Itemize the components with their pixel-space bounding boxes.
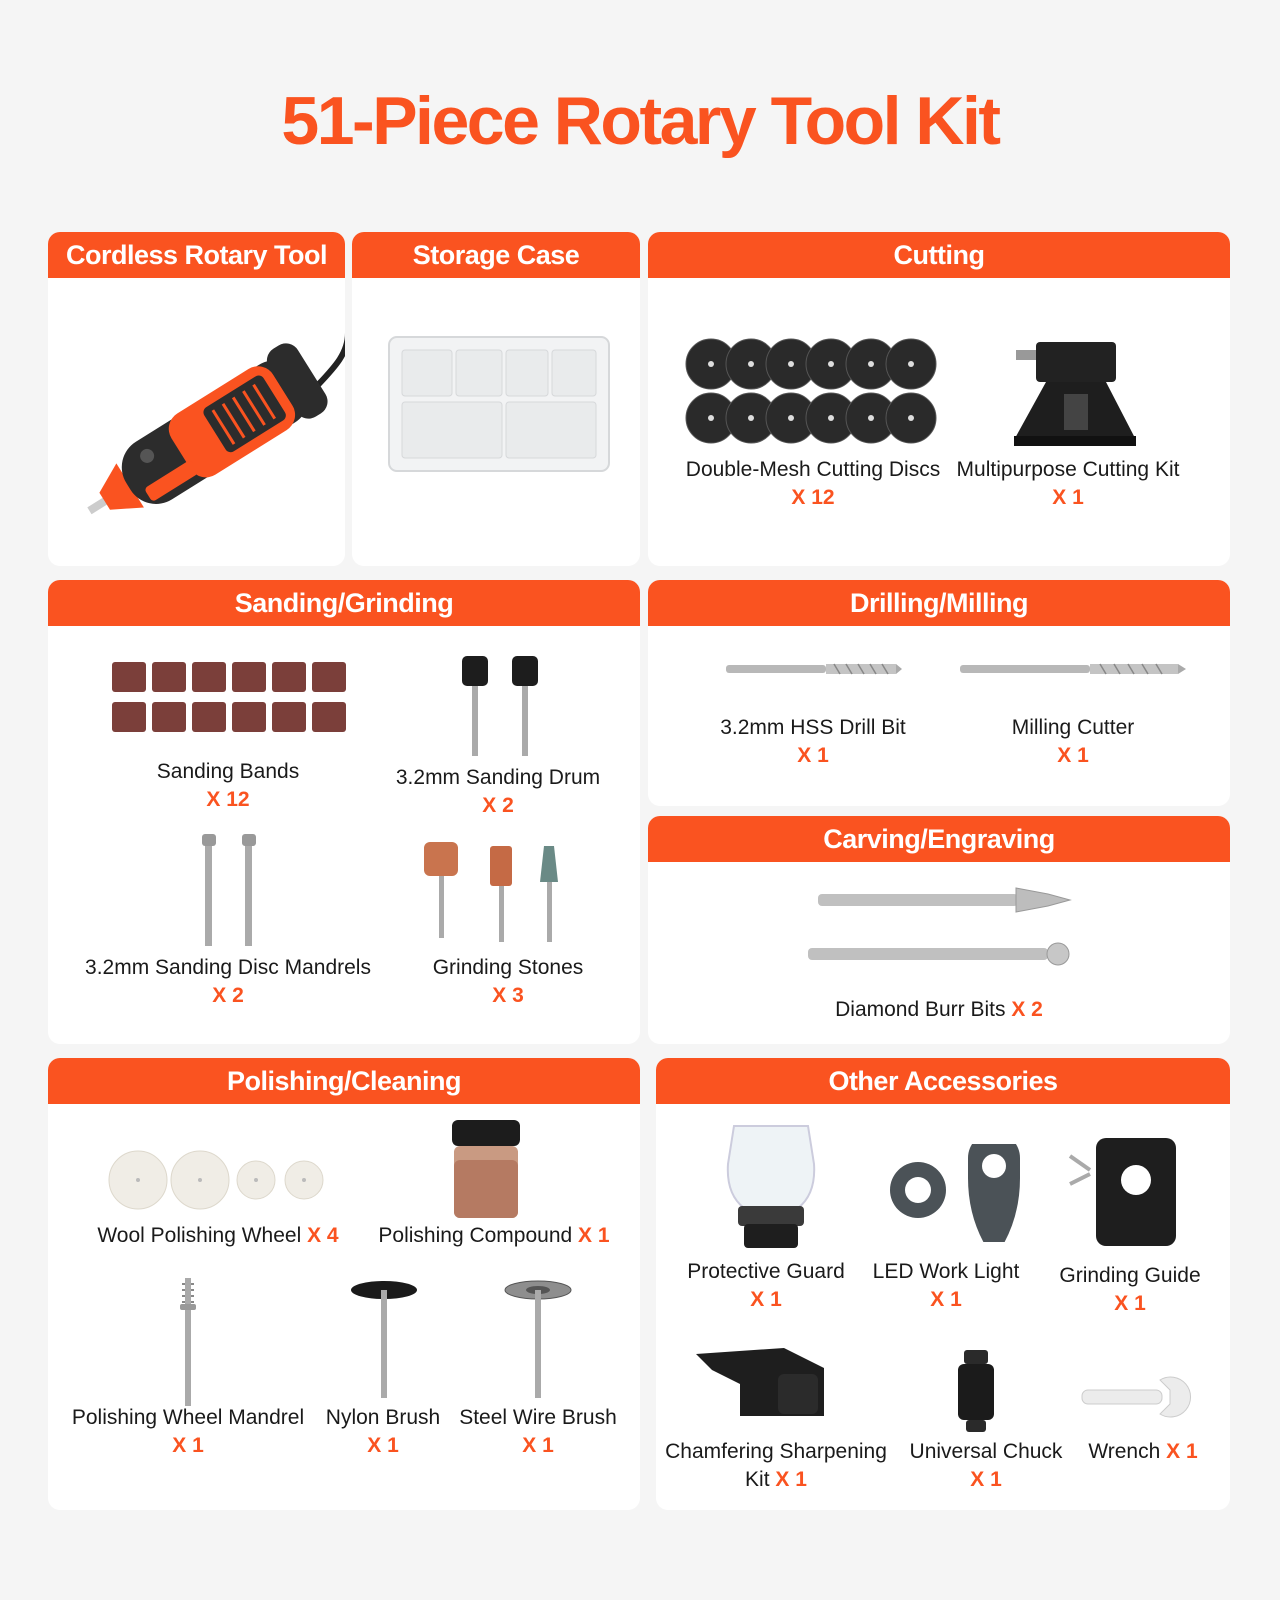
card-header-drilling: Drilling/Milling <box>648 580 1230 626</box>
item-name: LED Work Light <box>872 1260 1020 1283</box>
card-drilling-milling <box>648 580 1230 806</box>
item-name: Double-Mesh Cutting Discs <box>685 458 941 481</box>
cutting-discs-icon <box>684 338 938 444</box>
diamond-burr-icon <box>808 886 1078 968</box>
item-name: 3.2mm Sanding Drum <box>395 766 601 789</box>
disc-mandrel-icon <box>196 834 266 948</box>
card-header-polishing: Polishing/Cleaning <box>48 1058 640 1104</box>
item-polishing-compound <box>354 1222 634 1250</box>
item-qty: X 1 <box>750 1288 782 1311</box>
drill-bit-icon <box>726 662 902 676</box>
item-qty: X 2 <box>482 794 514 817</box>
item-led-light <box>856 1258 1036 1314</box>
item-cutting-discs <box>648 456 978 512</box>
item-milling-cutter <box>948 714 1198 770</box>
item-name: Chamfering Sharpening <box>665 1440 887 1463</box>
item-chamfering-kit <box>656 1438 896 1494</box>
universal-chuck-icon <box>954 1350 998 1434</box>
item-name: Sanding Bands <box>156 760 300 783</box>
item-universal-chuck <box>896 1438 1076 1494</box>
item-name: Steel Wire Brush <box>459 1406 617 1429</box>
item-qty: X 1 <box>578 1224 610 1247</box>
card-header-sanding: Sanding/Grinding <box>48 580 640 626</box>
brand-label: VEVOR <box>189 474 240 515</box>
item-qty: X 2 <box>212 984 244 1007</box>
item-cutting-kit <box>938 456 1198 512</box>
card-storage-case <box>352 232 640 566</box>
item-protective-guard <box>666 1258 866 1314</box>
item-name: Protective Guard <box>687 1260 845 1283</box>
item-name: Wrench <box>1088 1440 1161 1463</box>
item-qty: X 1 <box>970 1468 1002 1491</box>
card-cutting <box>648 232 1230 566</box>
item-qty: X 3 <box>492 984 524 1007</box>
card-carving-engraving <box>648 816 1230 1044</box>
wire-brush-icon <box>504 1280 572 1400</box>
item-name: 3.2mm HSS Drill Bit <box>720 716 906 739</box>
item-qty: X 1 <box>522 1434 554 1457</box>
item-qty: X 1 <box>172 1434 204 1457</box>
wheel-mandrel-icon <box>176 1278 200 1408</box>
milling-cutter-icon <box>960 662 1186 676</box>
grinding-stone-icon <box>424 842 574 946</box>
wool-wheel-icon <box>108 1150 328 1210</box>
card-header-cordless: Cordless Rotary Tool <box>48 232 345 278</box>
item-qty: X 12 <box>791 486 835 509</box>
card-cordless-rotary-tool <box>48 232 345 566</box>
item-sanding-drum <box>358 764 638 820</box>
item-name: Grinding Stones <box>432 956 584 979</box>
chamfering-kit-icon <box>696 1346 832 1424</box>
item-qty: X 1 <box>1052 486 1084 509</box>
card-header-other: Other Accessories <box>656 1058 1230 1104</box>
rotary-tool-icon <box>48 278 345 566</box>
card-polishing-cleaning <box>48 1058 640 1510</box>
page-title: 51-Piece Rotary Tool Kit <box>281 83 999 159</box>
wrench-icon <box>1080 1376 1194 1420</box>
item-name: 3.2mm Sanding Disc Mandrels <box>85 956 371 979</box>
storage-case-icon <box>388 336 610 472</box>
item-name: Multipurpose Cutting Kit <box>956 458 1180 481</box>
item-qty: X 2 <box>1011 998 1043 1021</box>
item-qty: X 1 <box>1166 1440 1198 1463</box>
card-header-storage: Storage Case <box>352 232 640 278</box>
card-header-cutting: Cutting <box>648 232 1230 278</box>
item-disc-mandrels <box>68 954 388 1010</box>
item-name: Wool Polishing Wheel <box>97 1224 302 1247</box>
grinding-guide-icon <box>1066 1134 1206 1250</box>
sanding-drum-icon <box>454 652 544 758</box>
item-sanding-bands <box>88 758 368 814</box>
card-sanding-grinding <box>48 580 640 1044</box>
item-name-cont: Kit <box>745 1468 770 1491</box>
cutting-kit-icon <box>1006 340 1156 450</box>
item-qty: X 12 <box>206 788 250 811</box>
item-qty: X 1 <box>797 744 829 767</box>
item-diamond-burr <box>648 996 1230 1024</box>
item-wool-wheel <box>78 1222 358 1250</box>
sanding-bands-icon <box>112 662 348 734</box>
item-name: Grinding Guide <box>1059 1264 1201 1287</box>
item-qty: X 1 <box>930 1288 962 1311</box>
item-qty: X 1 <box>775 1468 807 1491</box>
item-qty: X 4 <box>307 1224 339 1247</box>
item-grinding-stones <box>378 954 638 1010</box>
item-drill-bit <box>688 714 938 770</box>
nylon-brush-icon <box>350 1280 418 1400</box>
item-nylon-brush <box>308 1404 458 1460</box>
item-wrench <box>1056 1438 1230 1466</box>
item-qty: X 1 <box>1114 1292 1146 1315</box>
item-name: Polishing Compound <box>378 1224 573 1247</box>
item-name: Polishing Wheel Mandrel <box>71 1406 305 1429</box>
item-grinding-guide <box>1040 1262 1220 1318</box>
card-other-accessories <box>656 1058 1230 1510</box>
item-wire-brush <box>448 1404 628 1460</box>
item-name: Diamond Burr Bits <box>835 998 1006 1021</box>
item-name: Universal Chuck <box>909 1440 1063 1463</box>
item-qty: X 1 <box>1057 744 1089 767</box>
polishing-compound-icon <box>450 1120 522 1220</box>
item-wheel-mandrel <box>58 1404 318 1460</box>
item-name: Milling Cutter <box>1011 716 1135 739</box>
protective-guard-icon <box>720 1124 822 1252</box>
item-qty: X 1 <box>367 1434 399 1457</box>
card-header-carving: Carving/Engraving <box>648 816 1230 862</box>
item-name: Nylon Brush <box>325 1406 441 1429</box>
led-light-icon <box>888 1144 1022 1242</box>
